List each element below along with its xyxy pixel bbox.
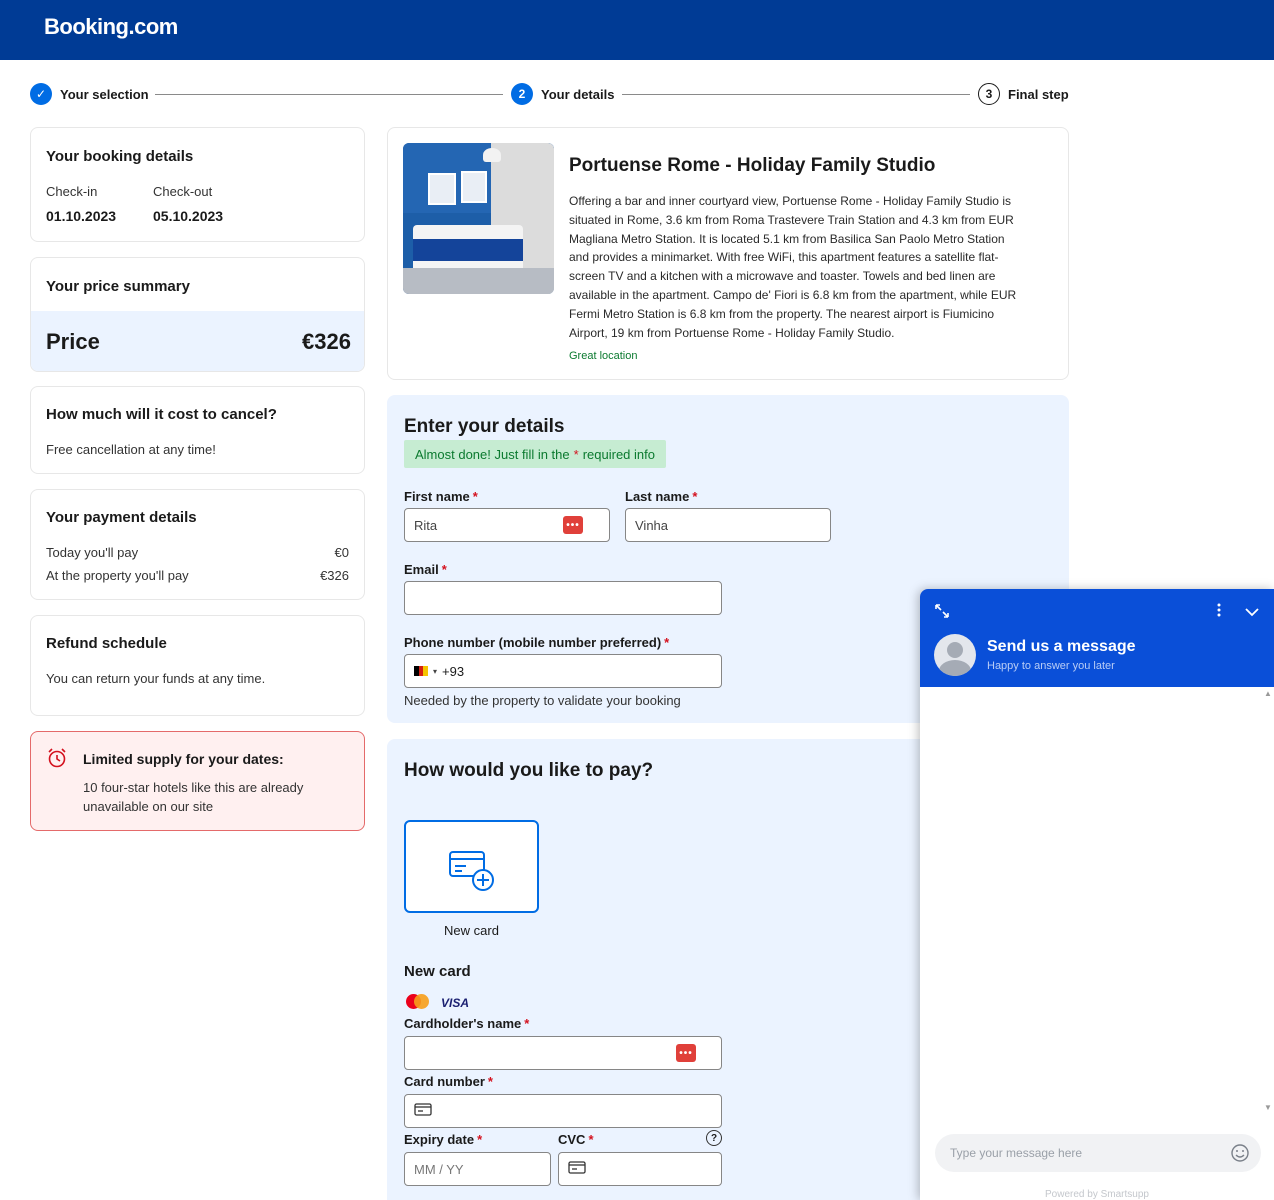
phone-help-text: Needed by the property to validate your booking [404, 693, 681, 708]
phone-label: Phone number (mobile number preferred) * [404, 635, 670, 650]
alert-text-line: 10 four-star hotels like this are already [83, 780, 304, 795]
price-value: €326 [302, 329, 351, 354]
expiry-date-field[interactable]: MM / YY [404, 1152, 551, 1186]
top-bar [0, 0, 1274, 60]
property-pay-label: At the property you'll pay [46, 568, 189, 583]
card-icon [414, 1103, 432, 1119]
last-name-label: Last name * [625, 489, 698, 504]
step-your-details [511, 82, 622, 106]
description-line: Fermi Metro Station is 6.8 km from the property. The nearest airport is Fiumicino [569, 306, 995, 321]
checkout-label: Check-out [153, 184, 213, 199]
required-info-notice [404, 440, 666, 468]
card-title: Your price summary [46, 278, 190, 295]
last-name-field[interactable]: Vinha [625, 508, 831, 542]
property-description [569, 192, 1016, 342]
first-name-label: First name * [404, 489, 478, 504]
step-final [978, 82, 1069, 106]
form-title: How would you like to pay? [404, 760, 654, 781]
price-summary-card [30, 257, 365, 372]
price-label: Price [46, 329, 100, 354]
progress-steps [30, 82, 1070, 106]
checkout-date: 05.10.2023 [153, 208, 224, 224]
booking-details-card [30, 127, 365, 242]
step-label: Your selection [60, 86, 149, 102]
lock-dots-icon[interactable]: ••• [563, 516, 583, 534]
mastercard-icon [406, 994, 430, 1010]
property-name[interactable]: Portuense Rome - Holiday Family Studio [569, 155, 936, 176]
visa-logo: VISA [441, 996, 470, 1010]
scroll-up-arrow[interactable]: ▲ [1264, 689, 1272, 698]
first-name-field[interactable]: Rita [404, 508, 610, 542]
new-card-option-label: New card [444, 923, 499, 938]
help-icon[interactable]: ? [706, 1130, 722, 1146]
booking-logo[interactable]: Booking.com [44, 14, 178, 39]
description-line: Magliana Metro Station. It is located 5.1 km from Basilica San Paolo Metro Station [569, 231, 1005, 246]
chevron-down-icon[interactable]: ▾ [433, 666, 438, 676]
step-divider [622, 94, 970, 95]
emoji-icon[interactable] [1230, 1143, 1250, 1166]
property-photo[interactable] [403, 143, 554, 294]
description-line: Airport, 19 km from Portuense Rome - Holiday Family Studio. [569, 325, 895, 340]
cancellation-text: Free cancellation at any time! [46, 442, 216, 457]
alert-title: Limited supply for your dates: [83, 751, 284, 767]
alarm-clock-icon [46, 747, 68, 772]
property-card [387, 127, 1069, 380]
refund-schedule-card [30, 615, 365, 716]
chat-subtitle: Happy to answer you later [987, 660, 1115, 672]
expiry-label: Expiry date * [404, 1132, 483, 1147]
chat-header [920, 589, 1274, 687]
flag-icon[interactable] [414, 666, 428, 676]
card-title: Your payment details [46, 509, 197, 526]
cancellation-card [30, 386, 365, 474]
property-pay-value: €326 [320, 568, 349, 583]
lock-dots-icon[interactable]: ••• [676, 1044, 696, 1062]
cardholder-name-field[interactable] [404, 1036, 722, 1070]
form-title: Enter your details [404, 416, 565, 437]
payment-details-card [30, 489, 365, 600]
cardholder-label: Cardholder's name * [404, 1016, 530, 1031]
description-line: and provides a minimarket. With free WiFi, this apartment features a satellite flat- [569, 250, 999, 265]
cvc-label: CVC * [558, 1132, 594, 1147]
limited-supply-alert [30, 731, 365, 831]
notice-text: Almost done! Just fill in the [415, 446, 570, 462]
required-star: * [573, 446, 579, 462]
cvc-field[interactable] [558, 1152, 722, 1186]
step-number: 2 [511, 83, 533, 105]
check-icon: ✓ [30, 83, 52, 105]
chevron-down-icon[interactable] [1245, 605, 1259, 620]
description-line: available in the apartment. Campo de' Fiori is 6.8 km from the apartment, while EUR [569, 287, 1017, 302]
description-line: Offering a bar and inner courtyard view, Portuense Rome - Holiday Family Studio is [569, 194, 1011, 208]
new-card-option[interactable] [404, 820, 539, 913]
step-divider [155, 94, 503, 95]
chat-message-input[interactable]: Type your message here [935, 1134, 1261, 1172]
card-title: Your booking details [46, 148, 194, 165]
notice-text: required info [582, 446, 655, 462]
card-add-icon [448, 848, 496, 895]
email-label: Email * [404, 562, 447, 577]
refund-text: You can return your funds at any time. [46, 671, 266, 686]
card-number-label: Card number * [404, 1074, 493, 1089]
checkin-date: 01.10.2023 [46, 208, 117, 224]
step-your-selection[interactable] [30, 82, 149, 106]
step-number: 3 [978, 83, 1000, 105]
card-title: Refund schedule [46, 635, 167, 652]
price-row [31, 311, 365, 372]
email-field[interactable] [404, 581, 722, 615]
checkin-label: Check-in [46, 184, 98, 199]
powered-by[interactable]: Powered by Smartsupp [1045, 1189, 1149, 1200]
today-pay-label: Today you'll pay [46, 545, 139, 560]
avatar [934, 634, 976, 676]
step-label: Final step [1008, 86, 1069, 102]
description-line: screen TV and a kitchen with a microwave and toaster. Towels and bed linen are [569, 269, 996, 284]
expand-icon[interactable] [934, 603, 950, 622]
card-title: How much will it cost to cancel? [46, 406, 277, 423]
new-card-heading: New card [404, 963, 471, 980]
phone-field[interactable]: ▾ +93 [404, 654, 722, 688]
card-icon [568, 1161, 586, 1177]
scroll-down-arrow[interactable]: ▼ [1264, 1103, 1272, 1112]
chat-widget [920, 589, 1274, 1200]
more-vertical-icon[interactable] [1216, 602, 1222, 621]
chat-title: Send us a message [987, 638, 1136, 655]
step-label: Your details [541, 86, 615, 102]
description-line: situated in Rome, 3.6 km from Roma Trastevere Train Station and 4.3 km from EUR [569, 212, 1014, 227]
location-tag: Great location [569, 350, 638, 362]
today-pay-value: €0 [334, 545, 349, 560]
card-number-field[interactable] [404, 1094, 722, 1128]
alert-text-line: unavailable on our site [83, 799, 214, 814]
